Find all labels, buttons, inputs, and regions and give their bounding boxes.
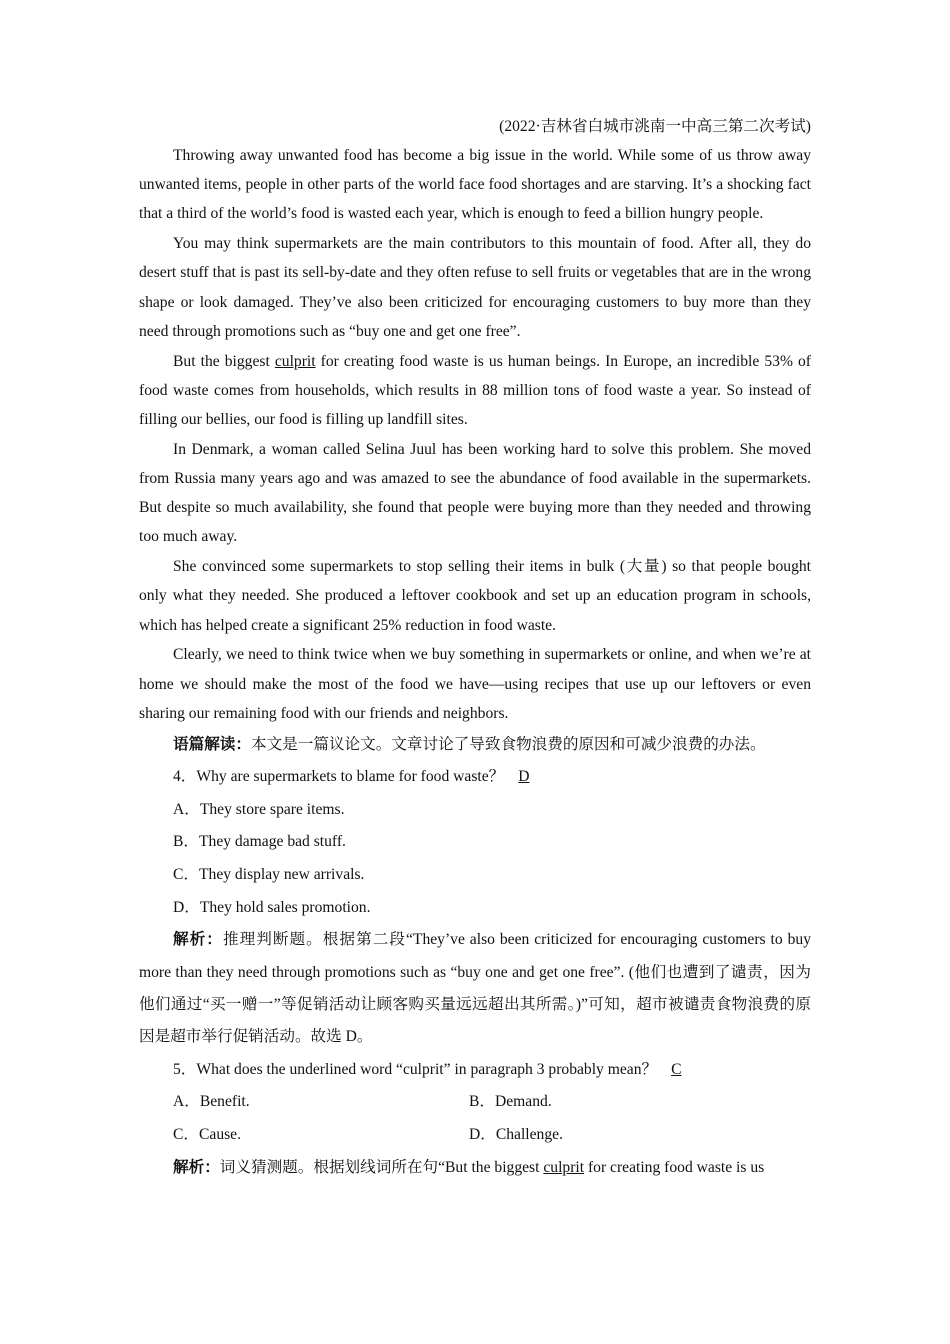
q4-analysis-text: 推理判断题。根据第二段“They’ve also been criticized for encouraging customers to buy more than they need through promotions such as “buy one and get one free”. (他们也遭到了谴责，因为他们通过“买一赠一”等促销活动让顾客购买量远远超出其所需。)”可知，超市被谴责食物浪费的原因是超市举行促销活动。故选 D。 [139,931,811,1046]
p3-text-before: But the biggest [173,352,275,370]
q5-option-d: D．Challenge. [469,1126,563,1143]
q5-analysis-before: 词义猜测题。根据划线词所在句“But the biggest [219,1158,544,1176]
summary-label: 语篇解读： [173,735,251,753]
q4-option-a: A．They store spare items. [173,800,345,818]
passage-summary [139,729,811,762]
q4-option-c: C．They display new arrivals. [173,866,365,883]
q5-option-b: B．Demand. [469,1093,552,1111]
document-content [139,113,811,1184]
q5-analysis-underlined-word: culprit [543,1158,585,1176]
q4-option-b: B．They damage bad stuff. [173,833,346,851]
question-4-stem [139,761,811,794]
question-5-stem [139,1054,811,1087]
q4-option-d: D．They hold sales promotion. [173,898,371,916]
q5-answer: C [671,1060,682,1078]
q5-options-row-2 [139,1119,811,1152]
q4-analysis [139,924,811,1054]
q5-option-c: C．Cause. [173,1126,242,1143]
passage-paragraph-6: Clearly, we need to think twice when we buy something in supermarkets or online, and when we’re at home we should make the most of the food we have—using recipes that use up our leftovers or even sharing our remaining food with our friends and neighbors. [139,646,811,722]
q5-analysis [139,1152,811,1184]
source-citation: (2022·吉林省白城市洮南一中高三第二次考试) [499,118,811,135]
q5-analysis-label: 解析： [173,1158,220,1176]
underlined-word-culprit: culprit [274,352,316,370]
q5-stem-text: 5．What does the underlined word “culprit” in paragraph 3 probably mean？ [173,1060,658,1078]
p3-text-after: for creating food waste is us human beings. In Europe, an incredible 53% of food waste comes from households, which results in 88 million tons of food waste a year. So instead of filling our bellies, our food is filling up landfill sites. [139,352,811,429]
q4-answer: D [518,768,530,786]
passage-paragraph-1: Throwing away unwanted food has become a big issue in the world. While some of us throw away unwanted items, people in other parts of the world face food shortages and are starving. It’s a shocking fact that a third of the world’s food is wasted each year, which is enough to feed a billion hungry people. [139,147,811,223]
q4-stem-text: 4．Why are supermarkets to blame for food waste？ [173,768,505,786]
passage-paragraph-5: She convinced some supermarkets to stop selling their items in bulk (大量) so that people bought only what they needed. She produced a leftover cookbook and set up an education program in schools, which has helped create a significant 25% reduction in food waste. [139,558,811,634]
q5-option-a: A．Benefit. [173,1093,250,1111]
passage-paragraph-3 [139,347,811,435]
summary-text: 本文是一篇议论文。文章讨论了导致食物浪费的原因和可减少浪费的办法。 [250,735,766,753]
q4-analysis-label: 解析： [173,931,223,949]
passage-paragraph-4: In Denmark, a woman called Selina Juul has been working hard to solve this problem. She moved from Russia many years ago and was amazed to see the abundance of food available in the supermarkets. But despite so much availability, she found that people were buying more than they needed and throwing too much away. [139,440,811,546]
q5-options-row-1 [139,1086,811,1119]
q5-analysis-after: for creating food waste is us [584,1158,765,1176]
passage-paragraph-2: You may think supermarkets are the main contributors to this mountain of food. After all, they do desert stuff that is past its sell-by-date and they often refuse to sell fruits or vegetables that are in the wrong shape or look damaged. They’ve also been criticized for encouraging customers to buy more than they need through promotions such as “buy one and get one free”. [139,235,811,340]
